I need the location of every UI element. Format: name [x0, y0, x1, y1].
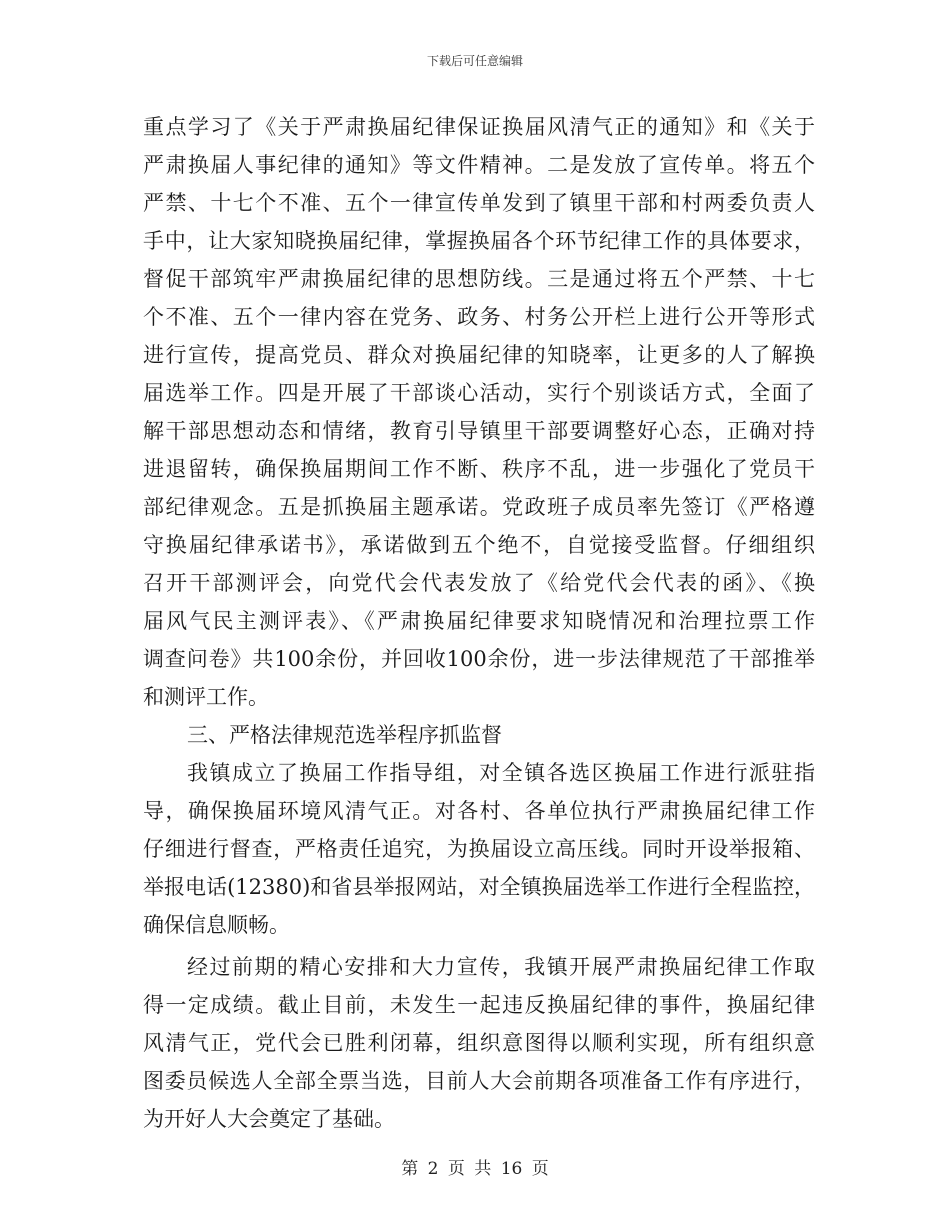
text-line: 督促干部筑牢严肃换届纪律的思想防线。三是通过将五个严禁、十七	[143, 267, 815, 291]
text-line: 确保信息顺畅。	[143, 913, 290, 937]
paragraph-results	[143, 948, 815, 1138]
text-line: 调查问卷》共100余份，并回收100余份，进一步法律规范了干部推举	[143, 647, 815, 671]
text-line: 得一定成绩。截止目前，未发生一起违反换届纪律的事件，换届纪律	[143, 993, 815, 1017]
page-header-note: 下载后可任意编辑	[426, 54, 523, 68]
text-line: 守换届纪律承诺书》，承诺做到五个绝不，自觉接受监督。仔细组织	[143, 533, 815, 557]
text-line: 部纪律观念。五是抓换届主题承诺。党政班子成员率先签订《严格遵	[143, 495, 815, 519]
text-line: 个不准、五个一律内容在党务、政务、村务公开栏上进行公开等形式	[143, 305, 815, 329]
document-body	[143, 108, 815, 1138]
paragraph-continued	[143, 108, 815, 716]
paragraph-supervision	[143, 754, 815, 944]
text-line: 图委员候选人全部全票当选，目前人大会前期各项准备工作有序进行，	[143, 1069, 815, 1093]
text-line: 仔细进行督查，严格责任追究，为换届设立高压线。同时开设举报箱、	[143, 837, 815, 861]
text-line: 严肃换届人事纪律的通知》等文件精神。二是发放了宣传单。将五个	[143, 153, 815, 177]
text-line: 经过前期的精心安排和大力宣传，我镇开展严肃换届纪律工作取	[187, 955, 815, 979]
page-number-footer: 第 2 页 共 16 页	[401, 1159, 549, 1179]
text-line: 解干部思想动态和情绪，教育引导镇里干部要调整好心态，正确对持	[143, 419, 815, 443]
text-line: 为开好人大会奠定了基础。	[143, 1107, 395, 1131]
text-line: 手中，让大家知晓换届纪律，掌握换届各个环节纪律工作的具体要求，	[143, 229, 815, 253]
text-line: 重点学习了《关于严肃换届纪律保证换届风清气正的通知》和《关于	[143, 115, 815, 139]
text-line: 风清气正，党代会已胜利闭幕，组织意图得以顺利实现，所有组织意	[143, 1031, 815, 1055]
text-line: 届选举工作。四是开展了干部谈心活动，实行个别谈话方式，全面了	[143, 381, 815, 405]
text-line: 和测评工作。	[143, 685, 269, 709]
text-line: 召开干部测评会，向党代会代表发放了《给党代会代表的函》、《换	[143, 571, 815, 595]
text-line: 届风气民主测评表》、《严肃换届纪律要求知晓情况和治理拉票工作	[143, 609, 815, 633]
text-line: 进退留转，确保换届期间工作不断、秩序不乱，进一步强化了党员干	[143, 457, 815, 481]
section-heading: 三、严格法律规范选举程序抓监督	[187, 723, 502, 747]
text-line: 举报电话(12380)和省县举报网站，对全镇换届选举工作进行全程监控，	[143, 875, 815, 899]
text-line: 进行宣传，提高党员、群众对换届纪律的知晓率，让更多的人了解换	[143, 343, 815, 367]
text-line: 我镇成立了换届工作指导组，对全镇各选区换届工作进行派驻指	[187, 761, 815, 785]
text-line: 导，确保换届环境风清气正。对各村、各单位执行严肃换届纪律工作	[143, 799, 815, 823]
text-line: 严禁、十七个不准、五个一律宣传单发到了镇里干部和村两委负责人	[143, 191, 815, 215]
